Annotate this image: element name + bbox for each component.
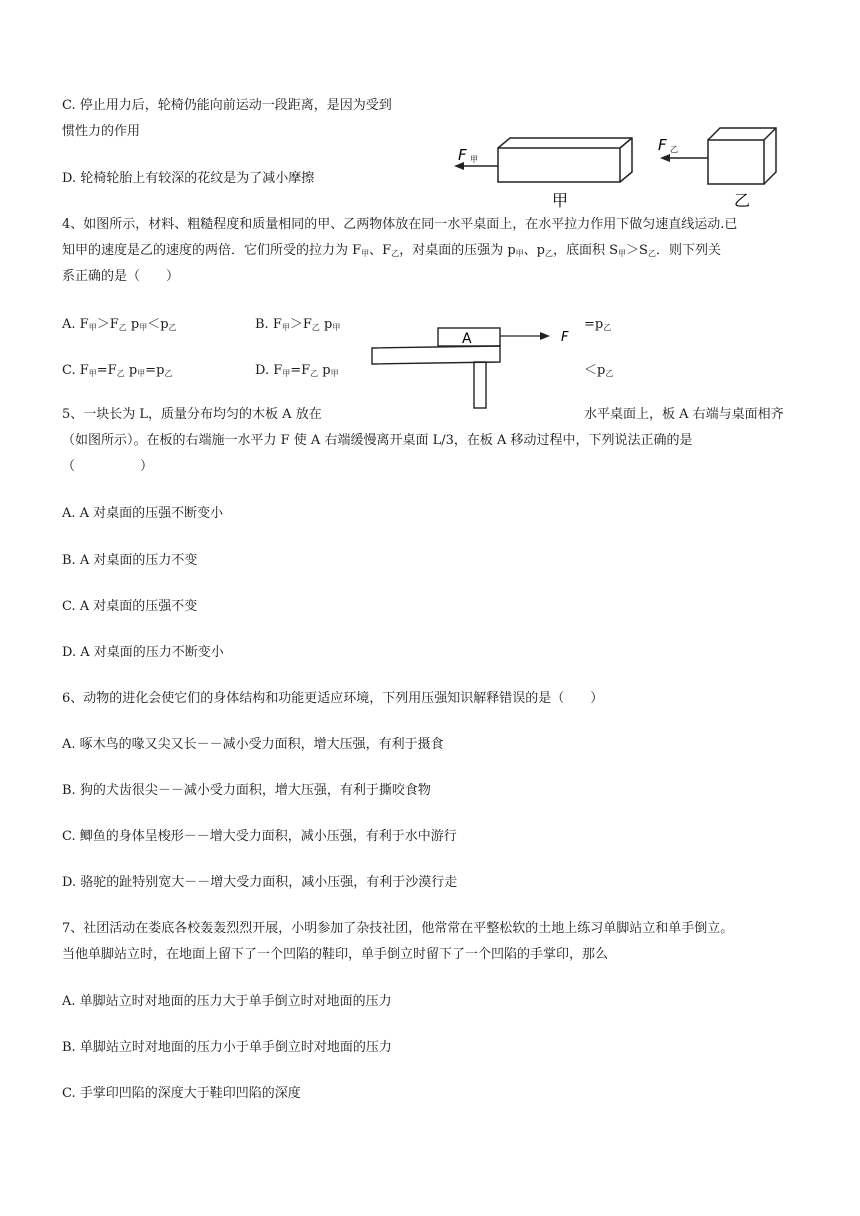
force-label-jia: F	[458, 146, 467, 164]
q3-option-c-line2: 惯性力的作用	[62, 124, 141, 139]
q5-option-a: A. A 对桌面的压强不断变小	[62, 506, 224, 521]
q5-stem-line1a: 5、一块长为 L，质量分布均匀的木板 A 放在	[62, 407, 322, 422]
q7-option-c: C. 手掌印凹陷的深度大于鞋印凹陷的深度	[62, 1086, 301, 1101]
label-yi: 乙	[734, 191, 751, 210]
force-sub-jia: 甲	[470, 155, 478, 164]
q6-option-d: D. 骆驼的趾特别宽大－－增大受力面积，减小压强，有利于沙漠行走	[62, 875, 458, 890]
q4-option-d-end: $<p_乙$	[584, 363, 614, 378]
label-jia: 甲	[552, 191, 569, 210]
table-top	[372, 346, 500, 364]
q3-option-c-line1: C. 停止用力后，轮椅仍能向前运动一段距离，是因为受到	[62, 98, 392, 113]
q3-option-d: D. 轮椅轮胎上有较深的花纹是为了减小摩擦	[62, 171, 315, 186]
q7-stem-line2: 当他单脚站立时，在地面上留下了一个凹陷的鞋印，单手倒立时留下了一个凹陷的手掌印，那么	[62, 947, 609, 962]
q6-option-a: A. 啄木鸟的喙又尖又长－－减小受力面积，增大压强，有利于摄食	[62, 737, 444, 752]
block-yi	[708, 128, 776, 184]
q4-option-d: D. $F_甲=F_乙$ $p_甲$	[255, 363, 339, 378]
q4-option-b-end: $=p_乙$	[584, 317, 612, 332]
q4-option-a: A. $F_甲>F_乙$ $p_甲<p_乙$	[62, 317, 177, 332]
table-leg	[474, 362, 486, 408]
q7-stem-line1: 7、社团活动在娄底各校轰轰烈烈开展，小明参加了杂技社团，他常常在平整松软的土地上练习单脚站立和单手倒立。	[62, 921, 734, 936]
force-sub-yi: 乙	[670, 145, 678, 154]
q5-stem-line1b: 水平桌面上，板 A 右端与桌面相齐	[584, 407, 784, 422]
q4-option-c: C. $F_甲=F_乙$ $p_甲=p_乙$	[62, 363, 173, 378]
q4-option-b: B. $F_甲>F_乙$ $p_甲$	[255, 317, 341, 332]
block-jia	[498, 138, 632, 182]
label-f: F	[561, 330, 569, 345]
q5-stem-line3: （ ）	[62, 459, 154, 474]
q6-option-b: B. 狗的犬齿很尖－－减小受力面积，增大压强，有利于撕咬食物	[62, 783, 431, 798]
q7-option-b: B. 单脚站立时对地面的压力小于单手倒立时对地面的压力	[62, 1040, 392, 1055]
arrowhead-yi	[660, 154, 670, 162]
q4-stem-line2: 知甲的速度是乙的速度的两倍．它们所受的拉力为 $F_甲$、$F_乙$，对桌面的压强为 $p_甲$、$p_乙$，底面积 $S_甲>S_乙$．则下列关	[62, 243, 721, 258]
q6-stem: 6、动物的进化会使它们的身体结构和功能更适应环境，下列用压强知识解释错误的是（ ）	[62, 691, 604, 706]
label-a: A	[462, 331, 472, 347]
q5-stem-line2: （如图所示）。在板的右端施一水平力 F 使 A 右端缓慢离开桌面 L/3，在板 A 移动过程中，下列说法正确的是	[62, 433, 693, 448]
blocks-figure	[440, 118, 800, 218]
force-label-yi: F	[658, 136, 667, 154]
q5-option-d: D. A 对桌面的压力不断变小	[62, 645, 224, 660]
q4-stem-line3: 系正确的是（ ）	[62, 269, 180, 284]
q4-stem-line1: 4、如图所示，材料、粗糙程度和质量相同的甲、乙两物体放在同一水平桌面上，在水平拉力作用下做匀速直线运动.已	[62, 217, 738, 232]
board-figure	[366, 322, 576, 412]
q6-option-c: C. 鲫鱼的身体呈梭形－－增大受力面积，减小压强，有利于水中游行	[62, 829, 457, 844]
arrowhead-f	[540, 332, 550, 340]
q5-option-c: C. A 对桌面的压强不变	[62, 599, 198, 614]
q7-option-a: A. 单脚站立时对地面的压力大于单手倒立时对地面的压力	[62, 994, 392, 1009]
q5-option-b: B. A 对桌面的压力不变	[62, 553, 198, 568]
